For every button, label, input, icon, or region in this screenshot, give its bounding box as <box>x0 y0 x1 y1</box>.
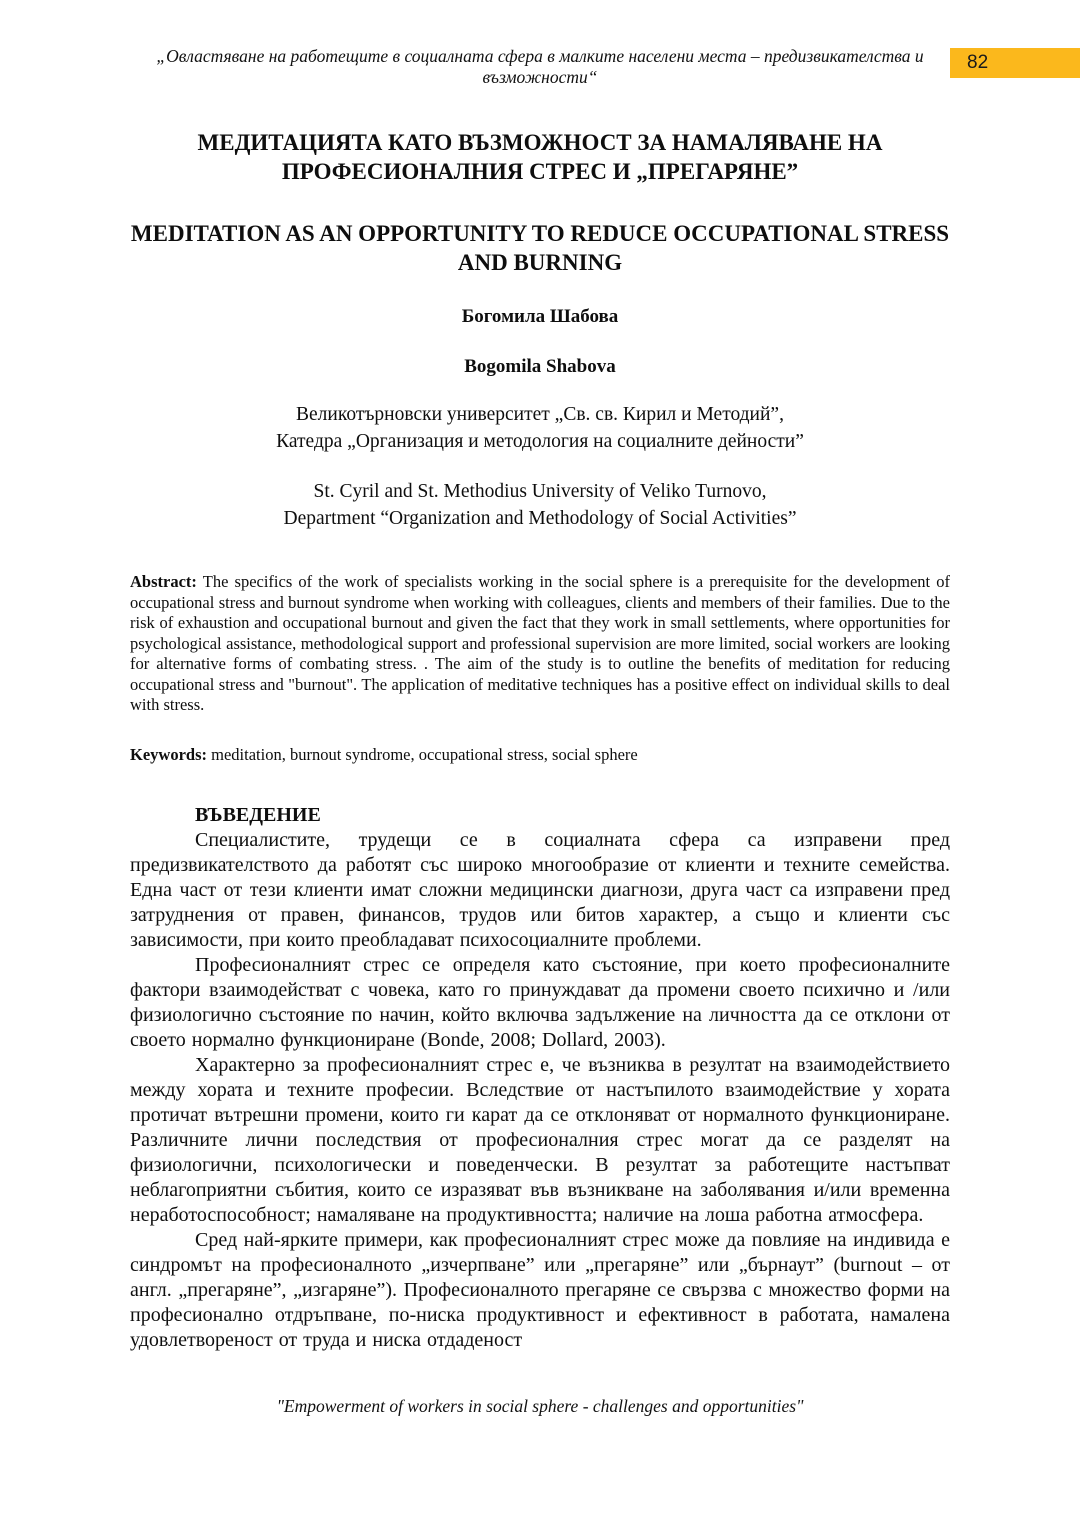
paper-content <box>130 128 950 1353</box>
page-number: 82 <box>967 52 989 73</box>
paper-title-bulgarian: МЕДИТАЦИЯТА КАТО ВЪЗМОЖНОСТ ЗА НАМАЛЯВАНЕ НА ПРОФЕСИОНАЛНИЯ СТРЕС И „ПРЕГАРЯНЕ” <box>197 130 883 184</box>
intro-paragraph-1: Специалистите, трудещи се в социалната сфера са изправени пред предизвикателството да работят със широко многообразие от клиенти и техните семейства. Една част от тези клиенти имат сложни медицински диагнози, друга част са изправени пред затруднения от правен, финансов, трудов или битов характер, а също и клиенти със зависимости, при които преобладават психосоциалните проблеми. <box>130 828 950 951</box>
keywords-label: Keywords: <box>130 744 207 764</box>
intro-paragraph-4: Сред най-ярките примери, как професионалният стрес може да повлияе на индивида е синдромът на професионалното „изчерпване” или „прегаряне” или „бърнаут” (burnout – от англ. „прегаряне”, „изгаряне”). Професионалното прегаряне се свързва с множество форми на професионално отдръпване, по-ниска продуктивност и ефективност в работата, намалена удовлетвореност от труда и ниска отдаденост <box>130 1228 950 1351</box>
affiliation-bulgarian <box>130 401 950 455</box>
page-header <box>0 46 1080 88</box>
affiliation-bulgarian-line2: Катедра „Организация и методология на социалните дейности” <box>276 431 804 452</box>
page-number-badge <box>950 48 1080 78</box>
paper-title-english: MEDITATION AS AN OPPORTUNITY TO REDUCE OCCUPATIONAL STRESS AND BURNING <box>130 221 950 275</box>
page-footer <box>0 1396 1080 1417</box>
affiliation-english-line1: St. Cyril and St. Methodius University of Veliko Turnovo, <box>313 481 767 502</box>
keywords-text: meditation, burnout syndrome, occupational stress, social sphere <box>211 744 638 764</box>
running-title: „Овластяване на работещите в социалната сфера в малките населени места – предизвикателства и възможности“ <box>156 46 924 87</box>
intro-paragraph-3: Характерно за професионалният стрес е, че възниква в резултат на взаимодействието между хората и техните професии. Вследствие от настъпилото взаимодействие у хората протичат вътрешни промени, които ги карат да се отклоняват от нормалното функциониране. Различните лични последствия от професионалния стрес могат да се разделят на физиологични, психологически и поведенчески. В резултат за работещите настъпват неблагоприятни събития, които се изразяват във възникване на заболявания и/или временна неработоспособност; намаляване на продуктивността; наличие на лоша работна атмосфера. <box>130 1053 950 1226</box>
abstract-text: The specifics of the work of specialists working in the social sphere is a prerequisite for the development of occupational stress and burnout syndrome when working with colleagues, clients and members of their families. Due to the risk of exhaustion and occupational burnout and given the fact that they work in small settlements, where opportunities for psychological assistance, methodological support and professional supervision are more limited, social workers are looking for alternative forms of combating stress. . The aim of the study is to outline the benefits of meditation for reducing occupational stress and "burnout". The application of meditative techniques has a positive effect on individual skills to deal with stress. <box>130 572 951 714</box>
keywords-section <box>130 744 950 765</box>
section-heading-introduction: ВЪВЕДЕНИЕ <box>195 803 321 826</box>
intro-paragraph-2: Професионалният стрес се определя като състояние, при което професионалните фактори взаимодействат с човека, като го принуждават да промени своето психично и /или физиологично състояние по начин, който включва задължение на личността да се отклони от своето нормално функциониране (Bonde, 2008; Dollard, 2003). <box>130 953 950 1051</box>
author-name-bulgarian: Богомила Шабова <box>461 306 619 327</box>
affiliation-english-line2: Department “Organization and Methodology of Social Activities” <box>283 508 797 529</box>
author-name-english: Bogomila Shabova <box>464 356 616 377</box>
affiliation-english <box>130 478 950 532</box>
abstract-label: Abstract: <box>130 572 197 591</box>
conference-title: "Empowerment of workers in social sphere - challenges and opportunities" <box>276 1396 804 1416</box>
affiliation-bulgarian-line1: Великотърновски университет „Св. св. Кирил и Методий”, <box>296 404 784 425</box>
abstract-section <box>130 572 950 716</box>
